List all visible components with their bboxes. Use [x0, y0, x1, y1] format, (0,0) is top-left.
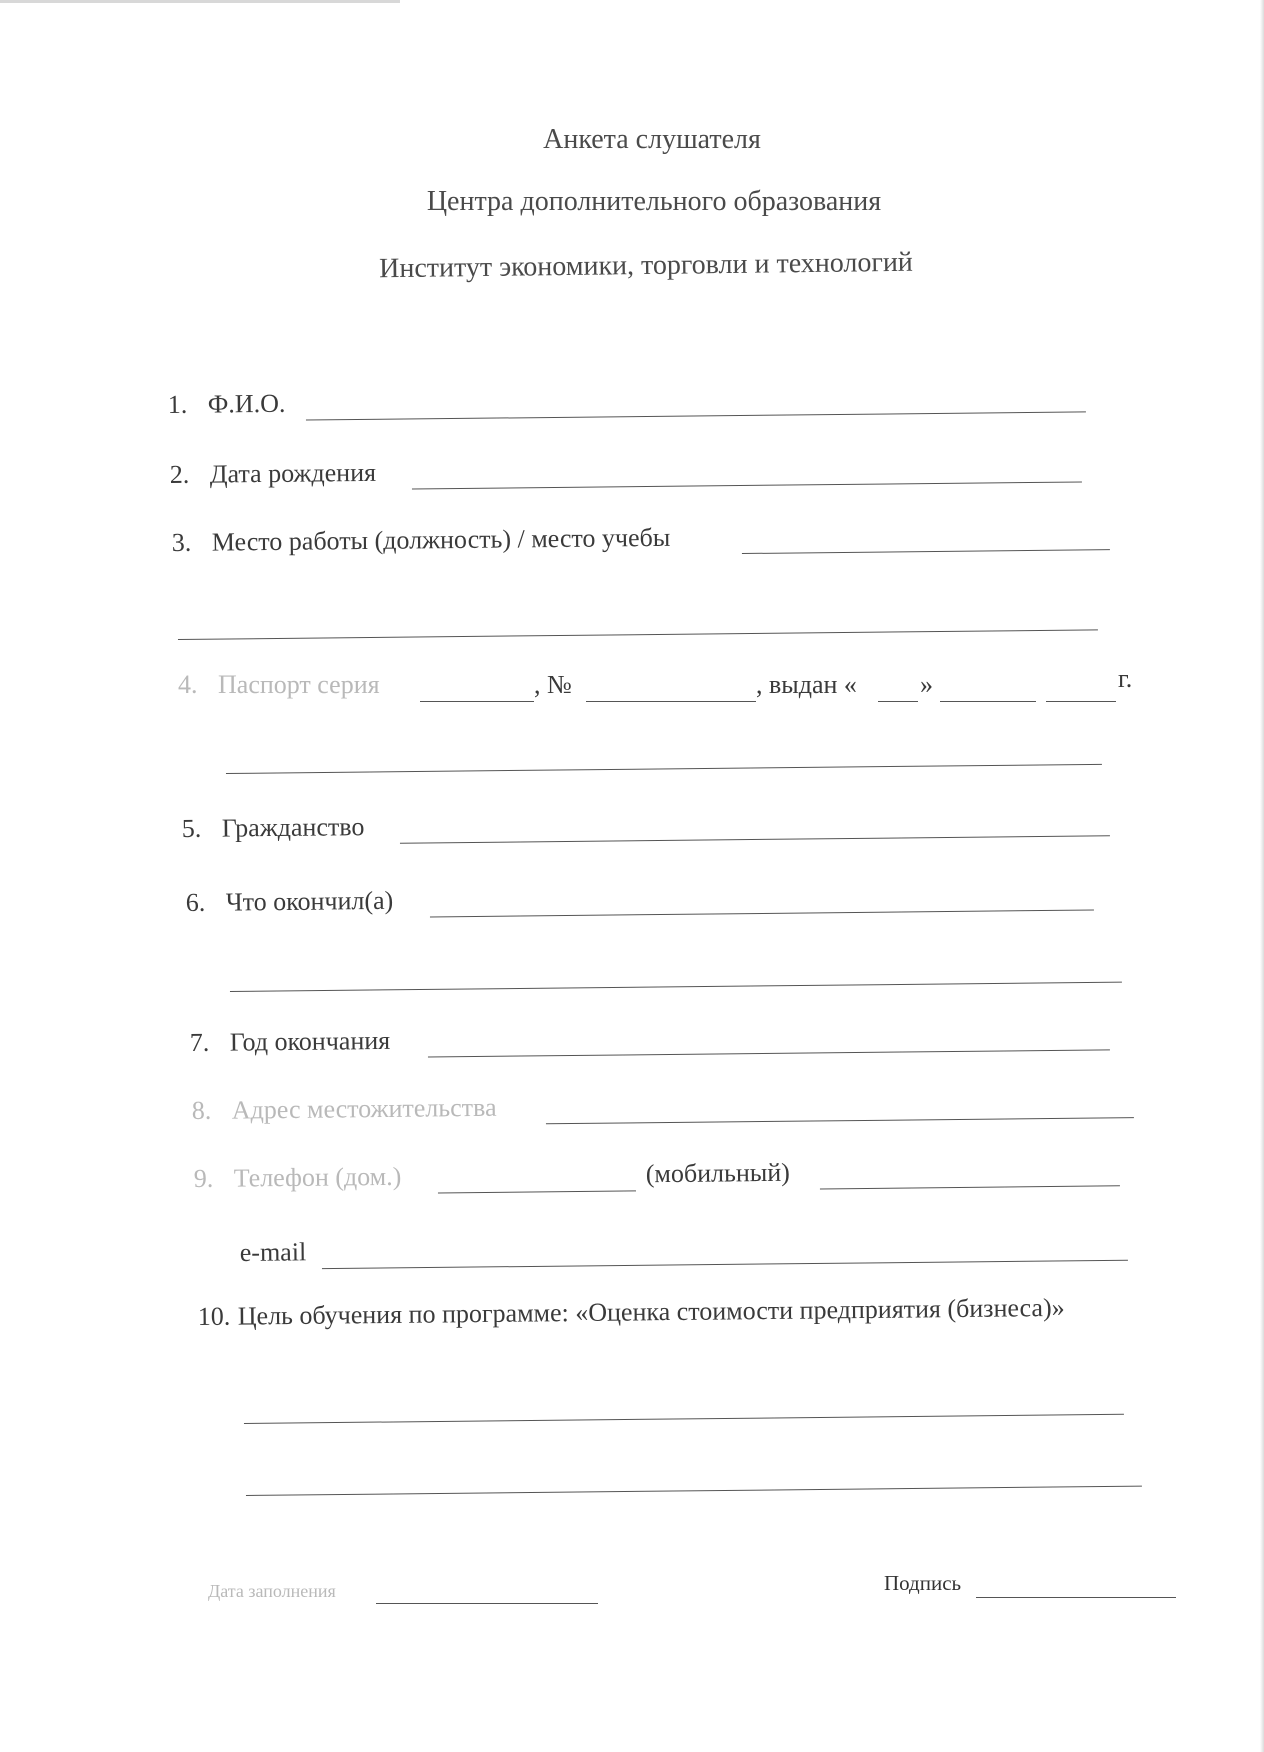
passport-number-sign: , №: [534, 670, 572, 699]
field-citizenship-label: Гражданство: [221, 812, 365, 843]
center-name: Центра дополнительного образования: [426, 186, 882, 217]
form-title: Анкета слушателя: [543, 124, 761, 155]
field-fio: 1. Ф.И.О.: [168, 378, 1088, 424]
phone-mobile-line[interactable]: [820, 1185, 1120, 1189]
field-signature: [884, 1564, 1184, 1600]
workplace-input-line-2[interactable]: [178, 629, 1098, 640]
email-input-line[interactable]: [322, 1260, 1128, 1269]
citizenship-input-line[interactable]: [400, 835, 1110, 843]
passport-year-mark: г.: [1118, 664, 1133, 693]
field-education-label: Что окончил(а): [225, 885, 394, 917]
field-graduation-year-label: Год окончания: [229, 1025, 391, 1057]
institute-name: Институт экономики, торговли и технологий: [378, 246, 914, 285]
field-birth-date-label: Дата рождения: [209, 457, 377, 489]
phone-mobile-label: (мобильный): [645, 1157, 790, 1189]
field-passport: 4. Паспорт серия , № , выдан « » г.: [178, 668, 1138, 704]
fio-input-line[interactable]: [306, 411, 1086, 420]
field-goal-label: 10. Цель обучения по программе: «Оценка стоимости предприятия (бизнеса)»: [197, 1292, 1065, 1332]
fill-date-line[interactable]: [376, 1603, 598, 1604]
field-fio-label: Ф.И.О.: [207, 388, 286, 419]
field-email-label: e-mail: [239, 1237, 307, 1268]
field-address-label: Адрес местожительства: [231, 1092, 497, 1125]
passport-year-line[interactable]: [1046, 701, 1116, 702]
passport-day-line[interactable]: [878, 701, 918, 702]
field-workplace-cont: [178, 596, 1098, 642]
field-address: 8. Адрес местожительства: [192, 1084, 1142, 1130]
field-fill-date: [208, 1570, 608, 1606]
address-input-line[interactable]: [546, 1117, 1134, 1124]
field-workplace: 3. Место работы (должность) / место учебы: [172, 516, 1112, 562]
field-email: [240, 1227, 1130, 1272]
goal-input-line-1[interactable]: [244, 1414, 1124, 1424]
field-education: 6. Что окончил(а): [186, 876, 1106, 922]
field-passport-cont: [226, 731, 1102, 776]
field-citizenship: 5. Гражданство: [182, 802, 1112, 848]
goal-input-line-2[interactable]: [246, 1486, 1142, 1496]
field-education-cont: [230, 949, 1122, 994]
scan-edge-top: [0, 0, 400, 3]
field-passport-label: Паспорт серия: [218, 670, 380, 699]
field-phone: 9. Телефон (дом.) (мобильный): [194, 1152, 1124, 1198]
education-input-line-2[interactable]: [230, 982, 1122, 992]
signature-line[interactable]: [976, 1597, 1176, 1598]
passport-quote-close: »: [920, 670, 933, 699]
field-goal: [198, 1290, 1198, 1336]
education-input-line[interactable]: [430, 909, 1094, 917]
field-graduation-year: 7. Год окончания: [190, 1016, 1114, 1062]
passport-number-line[interactable]: [586, 701, 756, 702]
passport-month-line[interactable]: [940, 701, 1036, 702]
fill-date-label: Дата заполнения: [208, 1581, 336, 1601]
field-phone-label: Телефон (дом.): [233, 1161, 402, 1193]
field-goal-line-1: [244, 1381, 1124, 1426]
field-workplace-label: Место работы (должность) / место учебы: [211, 522, 671, 557]
workplace-input-line[interactable]: [742, 549, 1110, 554]
phone-home-line[interactable]: [438, 1190, 636, 1193]
graduation-year-input-line[interactable]: [428, 1049, 1110, 1057]
passport-issued-label: , выдан «: [756, 670, 857, 699]
passport-series-line[interactable]: [420, 701, 534, 702]
signature-label: Подпись: [884, 1571, 962, 1595]
birth-date-input-line[interactable]: [412, 481, 1082, 489]
field-birth-date: 2. Дата рождения: [170, 448, 1090, 494]
field-goal-line-2: [246, 1453, 1142, 1498]
passport-issuer-line[interactable]: [226, 764, 1102, 774]
